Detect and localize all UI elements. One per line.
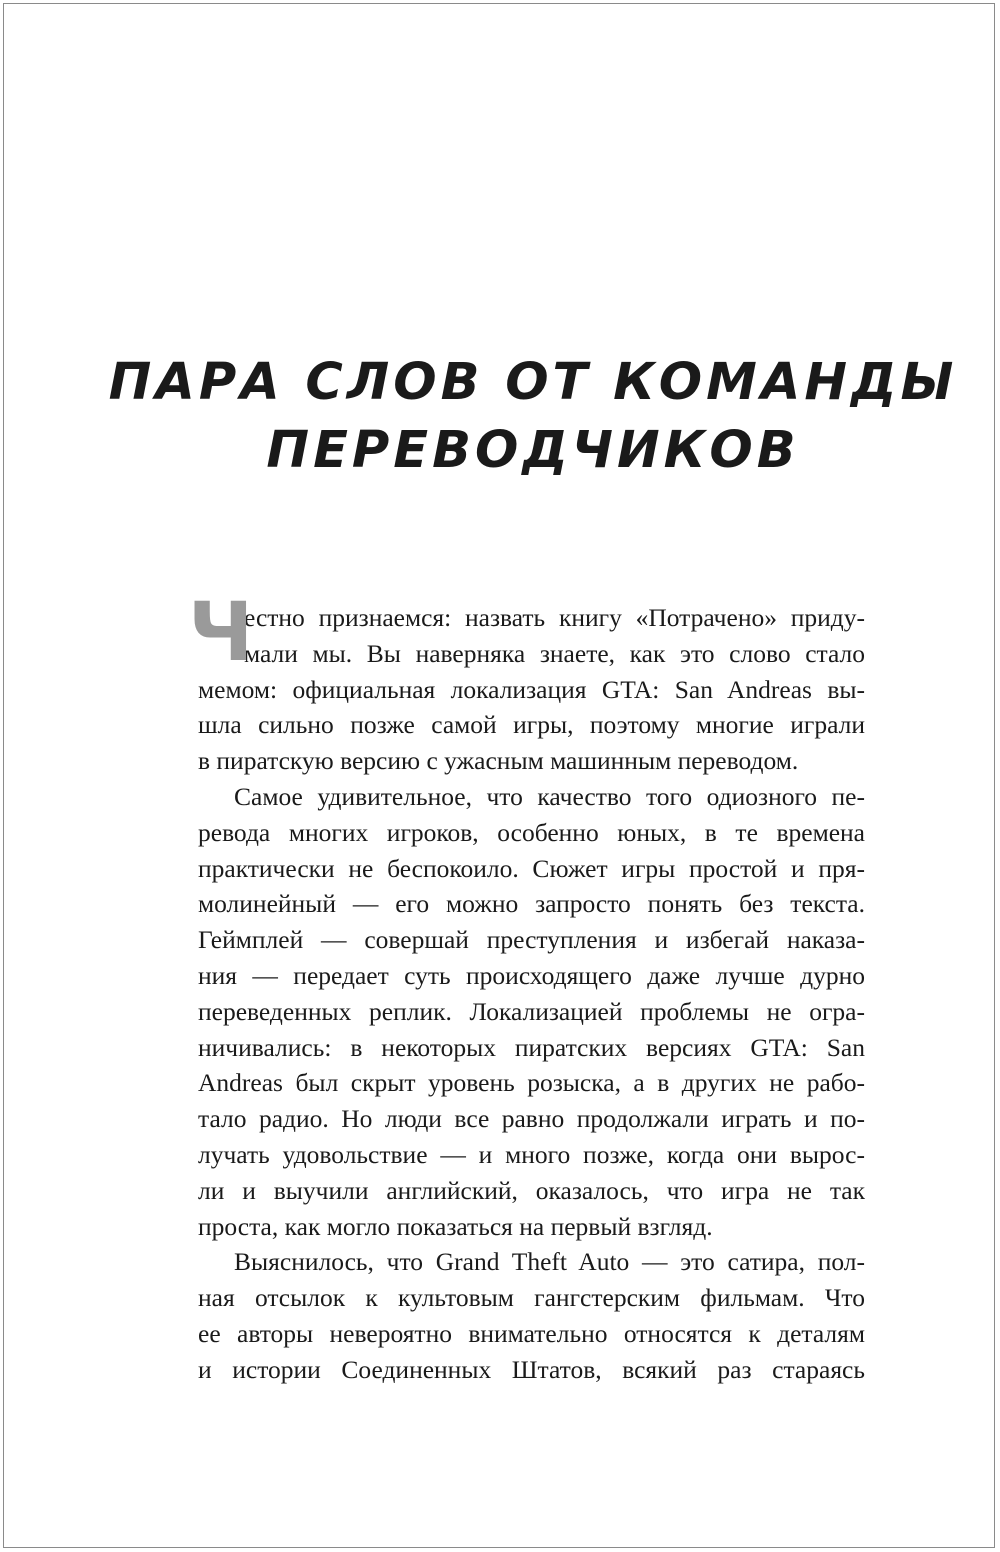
paragraph-3 [198, 1244, 865, 1387]
chapter-title [4, 349, 1000, 485]
text-line: тало радио. Но люди все равно продолжали играть и по- [198, 1104, 865, 1134]
text-line: ревода многих игроков, особенно юных, в те времена [198, 817, 865, 847]
text-line: ния — передает суть происходящего даже лучше дурно [198, 960, 865, 990]
text-line: в пиратскую версию с ужасным машинным переводом. [198, 746, 799, 776]
text-line: Выяснилось, что Grand Theft Auto — это сатира, пол- [234, 1247, 865, 1277]
body-text [188, 586, 865, 1388]
chapter-title-line-2: ПЕРЕВОДЧИКОВ [266, 421, 800, 480]
text-line: Andreas был скрыт уровень розыска, а в других не рабо- [198, 1068, 865, 1098]
chapter-title-line-1: ПАРА СЛОВ ОТ КОМАНДЫ [108, 353, 958, 412]
text-line: и истории Соединенных Штатов, всякий раз стараясь [198, 1354, 865, 1384]
text-line: мали мы. Вы наверняка знаете, как это слово стало [244, 638, 865, 668]
text-line: ли и выучили английский, оказалось, что игра не так [198, 1175, 865, 1205]
text-line: переведенных реплик. Локализацией проблемы не огра- [198, 996, 865, 1026]
text-line: лучать удовольствие — и много позже, когда они вырос- [198, 1139, 865, 1169]
drop-cap: Ч [188, 586, 254, 680]
text-line: молинейный — его можно запросто понять без текста. [198, 889, 865, 919]
text-line: шла сильно позже самой игры, поэтому многие играли [198, 710, 865, 740]
book-page [3, 3, 995, 1548]
text-line: Геймплей — совершай преступления и избегай наказа- [198, 925, 865, 955]
text-line: естно признаемся: назвать книгу «Потрачено» приду- [244, 603, 865, 632]
text-line: практически не беспокоило. Сюжет игры простой и пря- [198, 853, 865, 883]
text-line: ная отсылок к культовым гангстерским фильмам. Что [198, 1283, 865, 1313]
text-line: ее авторы невероятно внимательно относятся к деталям [198, 1318, 865, 1348]
text-line: мемом: официальная локализация GTA: San Andreas вы- [198, 674, 865, 704]
paragraph-2 [198, 779, 865, 1244]
text-line: Самое удивительное, что качество того одиозного пе- [234, 781, 865, 811]
paragraph-1 [198, 600, 865, 779]
text-line: проста, как могло показаться на первый взгляд. [198, 1211, 713, 1241]
text-line: ничивались: в некоторых пиратских версиях GTA: San [198, 1032, 865, 1062]
